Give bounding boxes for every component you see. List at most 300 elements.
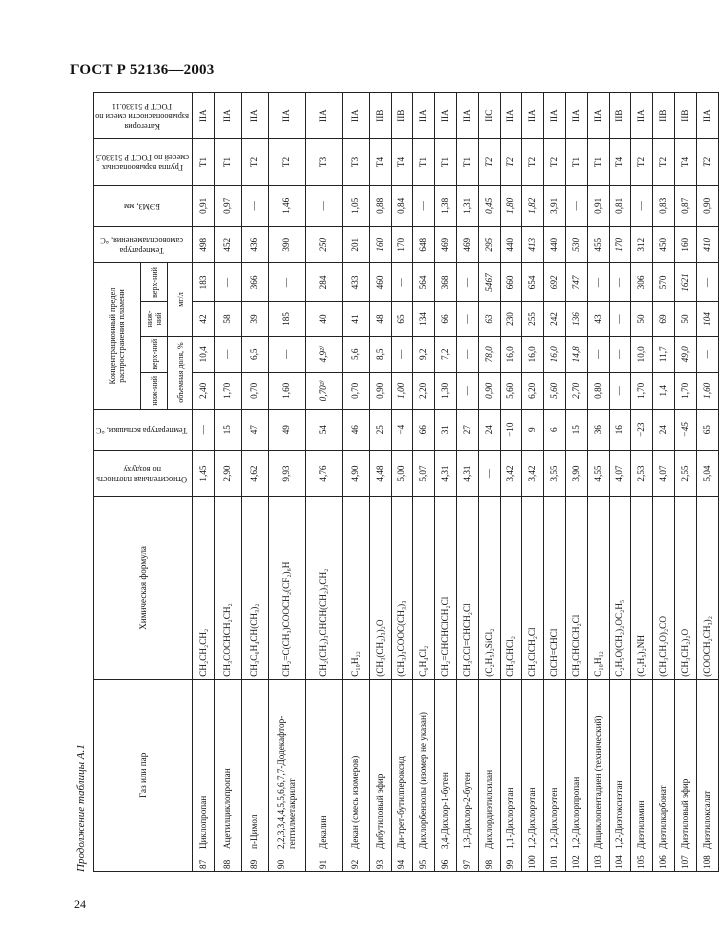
cell-flash: −23: [631, 409, 653, 450]
cell-name: [305, 679, 342, 871]
cell-density: 4,48: [369, 450, 391, 496]
col-formula-header: Химическая формула: [94, 497, 193, 680]
cell-bemz: —: [565, 185, 587, 226]
cell-um: 284: [305, 263, 342, 302]
cell-lv: 0,90: [478, 373, 500, 410]
cell-bemz: 1,38: [435, 185, 457, 226]
cell-uv: 10,0: [631, 336, 653, 373]
data-table: [93, 92, 719, 872]
cell-uv: —: [268, 336, 305, 373]
substance-name: Циклопропан: [197, 795, 208, 849]
col-upper-vol-header: верх-ний: [141, 336, 168, 373]
cell-cat: IIA: [241, 93, 268, 139]
table-head: [94, 93, 193, 872]
cell-um: 460: [369, 263, 391, 302]
cell-density: 4,07: [653, 450, 675, 496]
cell-lv: 0,70: [342, 373, 369, 410]
col-name-header: Газ или пар: [94, 679, 193, 871]
cell-lm: 255: [522, 302, 544, 336]
cell-lv: 1,70: [674, 373, 696, 410]
table-row: [214, 93, 241, 872]
substance-name: Диэтиловый эфир: [679, 778, 690, 849]
cell-lv: 2,70: [565, 373, 587, 410]
cell-lm: 58: [214, 302, 241, 336]
cell-cat: IIA: [587, 93, 609, 139]
substance-name: 1,3-Дихлор-2-бутен: [461, 772, 472, 849]
cell-t: 455: [587, 226, 609, 263]
cell-formula: CH₃C₆H₄CH(CH₃)₂: [241, 497, 268, 680]
row-number: 103: [592, 855, 603, 869]
cell-grp: T1: [193, 139, 215, 185]
cell-bemz: —: [631, 185, 653, 226]
cell-lm: —: [609, 302, 631, 336]
col-density-header: [94, 450, 193, 496]
substance-name: Дициклопентадиен (технический): [592, 715, 603, 849]
row-number: 99: [505, 859, 516, 869]
cell-density: 4,55: [587, 450, 609, 496]
cell-grp: T2: [522, 139, 544, 185]
cell-bemz: 0,81: [609, 185, 631, 226]
cell-um: 5467: [478, 263, 500, 302]
cell-name: [241, 679, 268, 871]
cell-uv: 10,4: [193, 336, 215, 373]
cell-formula: CH₃COCHCH₂CH₂: [214, 497, 241, 680]
cell-flash: 66: [413, 409, 435, 450]
table-row: [478, 93, 500, 872]
table-row: [268, 93, 305, 872]
table-row: [522, 93, 544, 872]
cell-cat: IIB: [609, 93, 631, 139]
cell-cat: IIA: [631, 93, 653, 139]
rotated-table-area: [71, 92, 712, 872]
cell-lm: 66: [435, 302, 457, 336]
cell-uv: 9,2: [413, 336, 435, 373]
cell-lm: 41: [342, 302, 369, 336]
row-number: 90: [275, 859, 286, 869]
col-upper-mg-header: верх-ний: [141, 263, 168, 302]
cell-flash: —: [193, 409, 215, 450]
cell-t: 295: [478, 226, 500, 263]
cell-formula: CH₂(CH₂)₃CHCH(CH₂)₃CH₂: [305, 497, 342, 680]
cell-grp: T1: [413, 139, 435, 185]
cell-lv: —: [609, 373, 631, 410]
cell-um: 366: [241, 263, 268, 302]
cell-grp: T4: [391, 139, 413, 185]
cell-cat: IIA: [268, 93, 305, 139]
row-number: 92: [350, 859, 361, 869]
cell-name: [413, 679, 435, 871]
cell-lv: 0,90: [369, 373, 391, 410]
table-row: [435, 93, 457, 872]
cell-name: [435, 679, 457, 871]
cell-lm: 136: [565, 302, 587, 336]
cell-bemz: 1,46: [268, 185, 305, 226]
substance-name: 1,2-Диэтоксиэтан: [614, 780, 625, 849]
cell-formula: CH₂ClCH₂Cl: [522, 497, 544, 680]
cell-um: —: [587, 263, 609, 302]
cell-um: —: [391, 263, 413, 302]
cell-grp: T1: [587, 139, 609, 185]
col-mg-unit-header: мг/л: [168, 263, 193, 336]
substance-name: 1,2-Дихлорпропан: [570, 776, 581, 849]
cell-lv: 0,80: [587, 373, 609, 410]
cell-flash: 15: [214, 409, 241, 450]
cell-lv: 0,70²⁾: [305, 373, 342, 410]
cell-flash: 24: [653, 409, 675, 450]
cell-uv: 11,7: [653, 336, 675, 373]
cell-formula: (C₂H₅)₂NH: [631, 497, 653, 680]
cell-lm: 242: [544, 302, 566, 336]
substance-name: 1,1-Дихлорэтан: [505, 787, 516, 849]
cell-cat: IIA: [565, 93, 587, 139]
cell-name: [522, 679, 544, 871]
cell-uv: 49,0: [674, 336, 696, 373]
cell-cat: IIB: [674, 93, 696, 139]
cell-density: 2,90: [214, 450, 241, 496]
cell-name: [268, 679, 305, 871]
cell-name: [214, 679, 241, 871]
cell-um: 692: [544, 263, 566, 302]
cell-cat: IIA: [193, 93, 215, 139]
cell-um: 660: [500, 263, 522, 302]
cell-grp: T4: [369, 139, 391, 185]
cell-lm: 230: [500, 302, 522, 336]
cell-t: 312: [631, 226, 653, 263]
cell-um: 564: [413, 263, 435, 302]
cell-lv: 2,40: [193, 373, 215, 410]
table-row: [342, 93, 369, 872]
cell-name: [369, 679, 391, 871]
cell-flash: 25: [369, 409, 391, 450]
cell-name: [653, 679, 675, 871]
cell-t: 469: [435, 226, 457, 263]
substance-name: Декалин: [318, 815, 329, 849]
table-row: [305, 93, 342, 872]
cell-grp: T2: [268, 139, 305, 185]
row-number: 101: [549, 855, 560, 869]
cell-bemz: 0,88: [369, 185, 391, 226]
table-body: [193, 93, 719, 872]
cell-bemz: 1,80: [500, 185, 522, 226]
substance-name: 3,4-Дихлор-1-бутен: [440, 772, 451, 849]
cell-cat: IIA: [696, 93, 718, 139]
cell-density: 2,53: [631, 450, 653, 496]
substance-name: Ацетилциклопропан: [222, 768, 233, 849]
col-lower-mg-header: ниж-ний: [141, 302, 168, 336]
table-row: [391, 93, 413, 872]
row-number: 94: [396, 859, 407, 869]
table-row: [544, 93, 566, 872]
cell-lm: 48: [369, 302, 391, 336]
cell-density: 3,55: [544, 450, 566, 496]
col-bemz-label: БЭМЗ, мм: [124, 201, 160, 211]
cell-uv: 7,2: [435, 336, 457, 373]
cell-uv: 16,0: [544, 336, 566, 373]
cell-lm: 50: [674, 302, 696, 336]
cell-um: 570: [653, 263, 675, 302]
cell-name: [674, 679, 696, 871]
cell-um: —: [268, 263, 305, 302]
substance-name: Диэтиламин: [636, 800, 647, 849]
col-bemz-header: [94, 185, 193, 226]
cell-uv: —: [609, 336, 631, 373]
cell-lv: —: [456, 373, 478, 410]
cell-cat: IIA: [456, 93, 478, 139]
row-number: 97: [461, 859, 472, 869]
cell-lv: 1,60: [268, 373, 305, 410]
cell-uv: 14,8: [565, 336, 587, 373]
cell-flash: 16: [609, 409, 631, 450]
cell-name: [544, 679, 566, 871]
cell-um: 1621: [674, 263, 696, 302]
document-header: ГОСТ Р 52136—2003: [70, 62, 215, 78]
cell-grp: T2: [544, 139, 566, 185]
cell-flash: 65: [696, 409, 718, 450]
row-number: 89: [249, 859, 260, 869]
cell-um: 368: [435, 263, 457, 302]
table-row: [369, 93, 391, 872]
cell-cat: IIA: [435, 93, 457, 139]
cell-formula: (CH₃(CH₂)₃)₂O: [369, 497, 391, 680]
cell-density: 5,04: [696, 450, 718, 496]
cell-formula: CH₂=CHCHClCH₂Cl: [435, 497, 457, 680]
table-row: [587, 93, 609, 872]
cell-lv: 1,70: [631, 373, 653, 410]
cell-bemz: —: [241, 185, 268, 226]
cell-lm: 63: [478, 302, 500, 336]
table-row: [674, 93, 696, 872]
cell-name: [500, 679, 522, 871]
substance-name: Ди-трет-бутилпероксид: [396, 756, 407, 849]
cell-formula: C₁₀H₁₂: [587, 497, 609, 680]
col-autoign-header: [94, 226, 193, 263]
cell-grp: T2: [631, 139, 653, 185]
cell-name: [631, 679, 653, 871]
cell-uv: 16,0: [522, 336, 544, 373]
cell-t: 452: [214, 226, 241, 263]
table-row: [241, 93, 268, 872]
col-category-label: Категория взрывоопасности смеси по ГОСТ Р 51330.11: [95, 101, 189, 131]
cell-lm: 65: [391, 302, 413, 336]
cell-uv: —: [391, 336, 413, 373]
cell-uv: 16,0: [500, 336, 522, 373]
cell-formula: C₁₀H₂₂: [342, 497, 369, 680]
cell-bemz: 0,97: [214, 185, 241, 226]
cell-t: 440: [500, 226, 522, 263]
row-number: 108: [701, 855, 712, 869]
row-number: 104: [614, 855, 625, 869]
cell-density: —: [478, 450, 500, 496]
cell-grp: T1: [435, 139, 457, 185]
cell-t: 498: [193, 226, 215, 263]
row-number: 96: [440, 859, 451, 869]
cell-cat: IIB: [369, 93, 391, 139]
cell-cat: IIA: [305, 93, 342, 139]
cell-formula: (CH₃)₃COOC(CH₃)₃: [391, 497, 413, 680]
col-vol-unit-header: объемная доля, %: [168, 336, 193, 409]
cell-t: 413: [522, 226, 544, 263]
cell-lv: 5,60: [544, 373, 566, 410]
cell-uv: —: [214, 336, 241, 373]
cell-formula: CH₃CCl=CHCH₂Cl: [456, 497, 478, 680]
cell-t: 160: [369, 226, 391, 263]
table-row: [193, 93, 215, 872]
cell-lv: 1,60: [696, 373, 718, 410]
cell-lm: 39: [241, 302, 268, 336]
cell-bemz: 1,31: [456, 185, 478, 226]
cell-t: 410: [696, 226, 718, 263]
cell-density: 4,31: [435, 450, 457, 496]
col-flash-label: Температура вспышки, °С: [96, 425, 188, 435]
col-group-header: [94, 139, 193, 185]
cell-cat: IIA: [413, 93, 435, 139]
cell-lm: 42: [193, 302, 215, 336]
page-number: 24: [74, 897, 86, 911]
cell-uv: 5,6: [342, 336, 369, 373]
cell-cat: IIC: [478, 93, 500, 139]
cell-t: 250: [305, 226, 342, 263]
cell-flash: 49: [268, 409, 305, 450]
cell-grp: T2: [696, 139, 718, 185]
table-row: [653, 93, 675, 872]
table-row: [500, 93, 522, 872]
cell-um: 306: [631, 263, 653, 302]
col-autoign-label: Температура самовоспламенения, °С: [100, 235, 184, 255]
cell-density: 4,62: [241, 450, 268, 496]
cell-bemz: 3,91: [544, 185, 566, 226]
cell-density: 3,90: [565, 450, 587, 496]
cell-flash: 15: [565, 409, 587, 450]
cell-formula: ClCH=CHCl: [544, 497, 566, 680]
cell-t: 469: [456, 226, 478, 263]
cell-cat: IIA: [500, 93, 522, 139]
cell-density: 3,42: [500, 450, 522, 496]
cell-lv: 5,60: [500, 373, 522, 410]
cell-formula: (C₂H₅)₂SiCl₂: [478, 497, 500, 680]
table-row: [631, 93, 653, 872]
cell-lv: 0,70: [241, 373, 268, 410]
substance-name: Декан (смесь изомеров): [350, 755, 361, 849]
cell-t: 648: [413, 226, 435, 263]
cell-flash: −4: [391, 409, 413, 450]
table-row: [609, 93, 631, 872]
cell-bemz: 0,83: [653, 185, 675, 226]
cell-bemz: 0,45: [478, 185, 500, 226]
cell-uv: 4,9²⁾: [305, 336, 342, 373]
cell-formula: (COOCH₂CH₃)₂: [696, 497, 718, 680]
cell-density: 4,07: [609, 450, 631, 496]
cell-uv: —: [696, 336, 718, 373]
table-row: [565, 93, 587, 872]
row-number: 93: [374, 859, 385, 869]
substance-name: Дихлорбензолы (изомер не указан): [418, 712, 429, 849]
cell-um: 654: [522, 263, 544, 302]
cell-cat: IIB: [391, 93, 413, 139]
cell-cat: IIA: [342, 93, 369, 139]
substance-name: 1,2-Дихлорэтан: [527, 787, 538, 849]
cell-name: [609, 679, 631, 871]
cell-bemz: 1,05: [342, 185, 369, 226]
cell-name: [565, 679, 587, 871]
cell-bemz: 0,91: [587, 185, 609, 226]
cell-formula: C₆H₄Cl₂: [413, 497, 435, 680]
cell-lm: —: [456, 302, 478, 336]
cell-t: 436: [241, 226, 268, 263]
table-wrapper: [71, 92, 712, 872]
cell-lm: 69: [653, 302, 675, 336]
row-number: 98: [483, 859, 494, 869]
cell-formula: (CH₃CH₂O)₂CO: [653, 497, 675, 680]
substance-name: 1,2-Дихлорэтен: [549, 787, 560, 849]
cell-grp: T3: [305, 139, 342, 185]
cell-bemz: 0,91: [193, 185, 215, 226]
cell-grp: T2: [478, 139, 500, 185]
row-number: 95: [418, 859, 429, 869]
cell-lv: 2,20: [413, 373, 435, 410]
cell-flash: 36: [587, 409, 609, 450]
cell-formula: CH₂=C(CH₃)COOCH₂(CF₂)₆H: [268, 497, 305, 680]
cell-flash: 9: [522, 409, 544, 450]
cell-density: 5,00: [391, 450, 413, 496]
row-number: 107: [679, 855, 690, 869]
row-number: 87: [197, 859, 208, 869]
row-number: 106: [658, 855, 669, 869]
table-row: [696, 93, 718, 872]
cell-formula: CH₃CHClCH₂Cl: [565, 497, 587, 680]
col-density-label: Относительная плотность по воздуху: [96, 464, 188, 484]
cell-t: 160: [674, 226, 696, 263]
cell-lm: 185: [268, 302, 305, 336]
cell-grp: T4: [674, 139, 696, 185]
cell-lm: 43: [587, 302, 609, 336]
cell-formula: CH₂CH₂CH₂: [193, 497, 215, 680]
cell-density: 1,45: [193, 450, 215, 496]
cell-grp: T1: [214, 139, 241, 185]
cell-grp: T2: [500, 139, 522, 185]
substance-name: п-Цимол: [249, 814, 260, 849]
cell-uv: —: [587, 336, 609, 373]
cell-um: —: [696, 263, 718, 302]
cell-lm: 50: [631, 302, 653, 336]
row-number: 105: [636, 855, 647, 869]
cell-grp: T1: [456, 139, 478, 185]
cell-bemz: 0,87: [674, 185, 696, 226]
cell-density: 2,55: [674, 450, 696, 496]
cell-um: —: [456, 263, 478, 302]
cell-t: 170: [391, 226, 413, 263]
cell-lm: 40: [305, 302, 342, 336]
col-flash-header: [94, 409, 193, 450]
cell-density: 5,07: [413, 450, 435, 496]
row-number: 88: [222, 859, 233, 869]
cell-lv: 1,70: [214, 373, 241, 410]
col-category-header: [94, 93, 193, 139]
cell-density: 4,90: [342, 450, 369, 496]
cell-grp: T3: [342, 139, 369, 185]
cell-flash: 54: [305, 409, 342, 450]
cell-flash: 27: [456, 409, 478, 450]
cell-density: 4,76: [305, 450, 342, 496]
cell-grp: T1: [565, 139, 587, 185]
cell-uv: 78,0: [478, 336, 500, 373]
cell-lm: 104: [696, 302, 718, 336]
cell-name: [193, 679, 215, 871]
cell-formula: (CH₃CH₂)₂O: [674, 497, 696, 680]
row-number: 91: [318, 859, 329, 869]
cell-t: 170: [609, 226, 631, 263]
cell-uv: 8,5: [369, 336, 391, 373]
cell-bemz: 0,90: [696, 185, 718, 226]
